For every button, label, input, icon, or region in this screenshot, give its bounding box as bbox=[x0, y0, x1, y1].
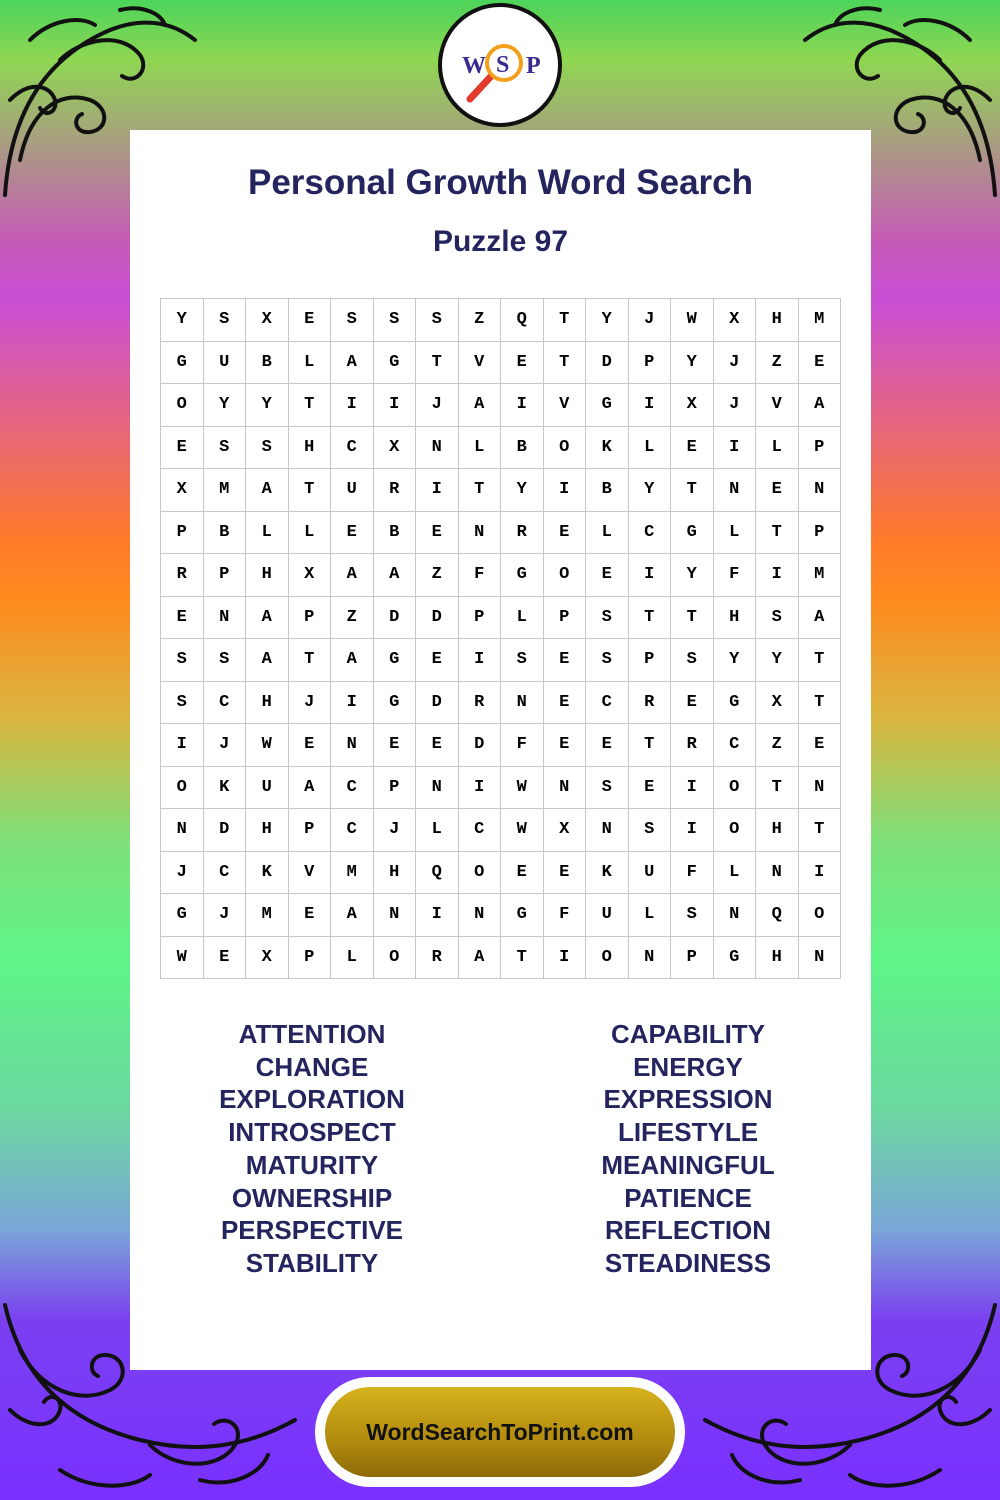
grid-cell[interactable]: P bbox=[629, 639, 672, 682]
grid-cell[interactable]: G bbox=[374, 342, 417, 385]
grid-cell[interactable]: Z bbox=[331, 597, 374, 640]
grid-cell[interactable]: O bbox=[544, 554, 587, 597]
grid-cell[interactable]: P bbox=[289, 809, 332, 852]
grid-cell[interactable]: N bbox=[544, 767, 587, 810]
grid-cell[interactable]: E bbox=[586, 724, 629, 767]
grid-cell[interactable]: C bbox=[459, 809, 502, 852]
grid-cell[interactable]: A bbox=[331, 894, 374, 937]
grid-cell[interactable]: I bbox=[161, 724, 204, 767]
grid-cell[interactable]: O bbox=[459, 852, 502, 895]
grid-cell[interactable]: B bbox=[501, 427, 544, 470]
grid-cell[interactable]: N bbox=[714, 469, 757, 512]
grid-cell[interactable]: W bbox=[501, 767, 544, 810]
grid-cell[interactable]: D bbox=[416, 597, 459, 640]
letter-grid bbox=[160, 298, 841, 979]
grid-cell[interactable]: I bbox=[459, 639, 502, 682]
grid-cell[interactable]: C bbox=[331, 809, 374, 852]
grid-cell[interactable]: Z bbox=[756, 342, 799, 385]
grid-cell[interactable]: N bbox=[459, 894, 502, 937]
grid-cell[interactable]: N bbox=[799, 937, 842, 980]
grid-cell[interactable]: B bbox=[586, 469, 629, 512]
grid-cell[interactable]: N bbox=[756, 852, 799, 895]
grid-cell[interactable]: N bbox=[501, 682, 544, 725]
grid-cell[interactable]: T bbox=[799, 682, 842, 725]
grid-cell[interactable]: T bbox=[756, 767, 799, 810]
grid-cell[interactable]: U bbox=[204, 342, 247, 385]
grid-cell[interactable]: N bbox=[799, 469, 842, 512]
grid-cell[interactable]: S bbox=[374, 299, 417, 342]
grid-cell[interactable]: S bbox=[416, 299, 459, 342]
grid-cell[interactable]: J bbox=[374, 809, 417, 852]
grid-cell[interactable]: I bbox=[714, 427, 757, 470]
grid-cell[interactable]: L bbox=[246, 512, 289, 555]
grid-cell[interactable]: T bbox=[289, 639, 332, 682]
grid-cell[interactable]: I bbox=[459, 767, 502, 810]
grid-cell[interactable]: D bbox=[374, 597, 417, 640]
grid-cell[interactable]: J bbox=[629, 299, 672, 342]
grid-cell[interactable]: L bbox=[714, 852, 757, 895]
grid-cell[interactable]: E bbox=[756, 469, 799, 512]
grid-cell[interactable]: C bbox=[331, 427, 374, 470]
grid-cell[interactable]: E bbox=[331, 512, 374, 555]
grid-cell[interactable]: E bbox=[374, 724, 417, 767]
word-list-left bbox=[162, 1018, 462, 1280]
grid-cell[interactable]: B bbox=[374, 512, 417, 555]
grid-cell[interactable]: J bbox=[204, 724, 247, 767]
grid-cell[interactable]: W bbox=[246, 724, 289, 767]
grid-cell[interactable]: F bbox=[714, 554, 757, 597]
grid-cell[interactable]: Y bbox=[714, 639, 757, 682]
grid-cell[interactable]: A bbox=[374, 554, 417, 597]
word-list-item: PATIENCE bbox=[624, 1182, 752, 1213]
grid-cell[interactable]: S bbox=[161, 682, 204, 725]
grid-cell[interactable]: L bbox=[629, 894, 672, 937]
grid-cell[interactable]: I bbox=[374, 384, 417, 427]
grid-cell[interactable]: P bbox=[289, 597, 332, 640]
grid-cell[interactable]: U bbox=[331, 469, 374, 512]
grid-cell[interactable]: E bbox=[586, 554, 629, 597]
grid-cell[interactable]: C bbox=[204, 852, 247, 895]
grid-cell[interactable]: E bbox=[544, 682, 587, 725]
grid-cell[interactable]: P bbox=[459, 597, 502, 640]
grid-cell[interactable]: G bbox=[671, 512, 714, 555]
word-list-item: INTROSPECT bbox=[228, 1117, 396, 1148]
grid-cell[interactable]: E bbox=[289, 894, 332, 937]
grid-cell[interactable]: I bbox=[671, 809, 714, 852]
grid-cell[interactable]: K bbox=[204, 767, 247, 810]
word-list-item: MATURITY bbox=[245, 1149, 379, 1180]
grid-cell[interactable]: O bbox=[161, 384, 204, 427]
word-list-item: ENERGY bbox=[633, 1051, 743, 1082]
grid-cell[interactable]: A bbox=[246, 639, 289, 682]
grid-cell[interactable]: I bbox=[799, 852, 842, 895]
grid-cell[interactable]: N bbox=[331, 724, 374, 767]
grid-cell[interactable]: I bbox=[671, 767, 714, 810]
grid-cell[interactable]: Y bbox=[671, 342, 714, 385]
grid-cell[interactable]: N bbox=[374, 894, 417, 937]
grid-cell[interactable]: X bbox=[544, 809, 587, 852]
grid-cell[interactable]: H bbox=[756, 809, 799, 852]
grid-cell[interactable]: G bbox=[714, 937, 757, 980]
grid-cell[interactable]: F bbox=[459, 554, 502, 597]
grid-cell[interactable]: N bbox=[416, 427, 459, 470]
grid-cell[interactable]: F bbox=[671, 852, 714, 895]
grid-cell[interactable]: Y bbox=[756, 639, 799, 682]
grid-cell[interactable]: D bbox=[459, 724, 502, 767]
grid-cell[interactable]: T bbox=[671, 469, 714, 512]
grid-cell[interactable]: K bbox=[246, 852, 289, 895]
word-list-item: OWNERSHIP bbox=[231, 1182, 393, 1213]
grid-cell[interactable]: Y bbox=[246, 384, 289, 427]
grid-cell[interactable]: N bbox=[799, 767, 842, 810]
grid-cell[interactable]: V bbox=[544, 384, 587, 427]
grid-cell[interactable]: R bbox=[629, 682, 672, 725]
grid-cell[interactable]: G bbox=[161, 342, 204, 385]
grid-cell[interactable]: I bbox=[331, 682, 374, 725]
logo-letter-w: W bbox=[462, 53, 486, 79]
grid-cell[interactable]: G bbox=[586, 384, 629, 427]
grid-cell[interactable]: J bbox=[714, 384, 757, 427]
grid-cell[interactable]: T bbox=[501, 937, 544, 980]
grid-cell[interactable]: C bbox=[586, 682, 629, 725]
grid-cell[interactable]: I bbox=[501, 384, 544, 427]
grid-cell[interactable]: H bbox=[714, 597, 757, 640]
grid-cell[interactable]: T bbox=[459, 469, 502, 512]
grid-cell[interactable]: O bbox=[714, 767, 757, 810]
grid-cell[interactable]: E bbox=[161, 597, 204, 640]
grid-cell[interactable]: X bbox=[671, 384, 714, 427]
grid-cell[interactable]: Q bbox=[416, 852, 459, 895]
grid-cell[interactable]: O bbox=[374, 937, 417, 980]
grid-cell[interactable]: I bbox=[544, 469, 587, 512]
grid-cell[interactable]: P bbox=[161, 512, 204, 555]
logo-letter-s: S bbox=[496, 52, 510, 78]
grid-cell[interactable]: G bbox=[374, 682, 417, 725]
grid-cell[interactable]: D bbox=[204, 809, 247, 852]
puzzle-number: Puzzle 97 bbox=[432, 225, 569, 258]
grid-cell[interactable]: H bbox=[756, 299, 799, 342]
grid-cell[interactable]: V bbox=[289, 852, 332, 895]
grid-cell[interactable]: L bbox=[416, 809, 459, 852]
grid-cell[interactable]: E bbox=[629, 767, 672, 810]
grid-cell[interactable]: J bbox=[161, 852, 204, 895]
word-list-item: PERSPECTIVE bbox=[220, 1215, 404, 1246]
grid-cell[interactable]: L bbox=[756, 427, 799, 470]
grid-cell[interactable]: C bbox=[714, 724, 757, 767]
word-list-item: ATTENTION bbox=[238, 1019, 386, 1049]
grid-cell[interactable]: X bbox=[756, 682, 799, 725]
grid-cell[interactable]: I bbox=[416, 894, 459, 937]
grid-cell[interactable]: C bbox=[204, 682, 247, 725]
grid-cell[interactable]: X bbox=[246, 299, 289, 342]
grid-cell[interactable]: M bbox=[331, 852, 374, 895]
grid-cell[interactable]: S bbox=[629, 809, 672, 852]
grid-cell[interactable]: S bbox=[671, 639, 714, 682]
grid-cell[interactable]: A bbox=[799, 597, 842, 640]
word-list-item: CAPABILITY bbox=[610, 1019, 766, 1049]
grid-cell[interactable]: N bbox=[416, 767, 459, 810]
grid-cell[interactable]: S bbox=[671, 894, 714, 937]
grid-cell[interactable]: E bbox=[544, 639, 587, 682]
grid-cell[interactable]: N bbox=[204, 597, 247, 640]
grid-cell[interactable]: O bbox=[799, 894, 842, 937]
grid-cell[interactable]: D bbox=[416, 682, 459, 725]
grid-cell[interactable]: P bbox=[204, 554, 247, 597]
grid-cell[interactable]: Y bbox=[501, 469, 544, 512]
grid-cell[interactable]: C bbox=[331, 767, 374, 810]
grid-cell[interactable]: L bbox=[714, 512, 757, 555]
grid-cell[interactable]: I bbox=[629, 384, 672, 427]
grid-cell[interactable]: E bbox=[544, 512, 587, 555]
word-list-item: REFLECTION bbox=[604, 1215, 772, 1246]
grid-cell[interactable]: L bbox=[501, 597, 544, 640]
grid-cell[interactable]: X bbox=[161, 469, 204, 512]
word-list-item: STABILITY bbox=[245, 1247, 379, 1278]
word-list-item: STEADINESS bbox=[604, 1247, 772, 1278]
grid-cell[interactable]: X bbox=[374, 427, 417, 470]
grid-cell[interactable]: M bbox=[204, 469, 247, 512]
grid-cell[interactable]: R bbox=[501, 512, 544, 555]
grid-cell[interactable]: V bbox=[756, 384, 799, 427]
grid-cell[interactable]: A bbox=[459, 937, 502, 980]
grid-cell[interactable]: L bbox=[459, 427, 502, 470]
footer-badge bbox=[315, 1377, 685, 1487]
grid-cell[interactable]: S bbox=[586, 639, 629, 682]
grid-cell[interactable]: P bbox=[629, 342, 672, 385]
grid-cell[interactable]: R bbox=[671, 724, 714, 767]
grid-cell[interactable]: J bbox=[714, 342, 757, 385]
grid-cell[interactable]: U bbox=[586, 894, 629, 937]
grid-cell[interactable]: O bbox=[586, 937, 629, 980]
grid-cell[interactable]: J bbox=[289, 682, 332, 725]
grid-cell[interactable]: H bbox=[756, 937, 799, 980]
puzzle-title: Personal Growth Word Search bbox=[247, 163, 754, 202]
grid-cell[interactable]: N bbox=[714, 894, 757, 937]
grid-cell[interactable]: A bbox=[331, 342, 374, 385]
grid-cell[interactable]: L bbox=[586, 512, 629, 555]
word-list-item: LIFESTYLE bbox=[617, 1117, 759, 1148]
grid-cell[interactable]: Y bbox=[161, 299, 204, 342]
grid-cell[interactable]: Q bbox=[501, 299, 544, 342]
grid-cell[interactable]: K bbox=[586, 427, 629, 470]
grid-cell[interactable]: L bbox=[331, 937, 374, 980]
grid-cell[interactable]: H bbox=[289, 427, 332, 470]
grid-cell[interactable]: U bbox=[246, 767, 289, 810]
grid-cell[interactable]: E bbox=[671, 682, 714, 725]
grid-cell[interactable]: R bbox=[416, 937, 459, 980]
grid-cell[interactable]: B bbox=[246, 342, 289, 385]
grid-cell[interactable]: J bbox=[416, 384, 459, 427]
grid-cell[interactable]: O bbox=[544, 427, 587, 470]
grid-cell[interactable]: P bbox=[671, 937, 714, 980]
grid-cell[interactable]: Z bbox=[416, 554, 459, 597]
grid-cell[interactable]: S bbox=[204, 427, 247, 470]
grid-cell[interactable]: T bbox=[416, 342, 459, 385]
grid-cell[interactable]: V bbox=[459, 342, 502, 385]
grid-cell[interactable]: S bbox=[756, 597, 799, 640]
grid-cell[interactable]: K bbox=[586, 852, 629, 895]
grid-cell[interactable]: Y bbox=[586, 299, 629, 342]
grid-cell[interactable]: S bbox=[204, 299, 247, 342]
grid-cell[interactable]: H bbox=[246, 809, 289, 852]
grid-cell[interactable]: R bbox=[459, 682, 502, 725]
grid-cell[interactable]: U bbox=[629, 852, 672, 895]
grid-cell[interactable]: H bbox=[246, 682, 289, 725]
grid-cell[interactable]: E bbox=[799, 342, 842, 385]
word-list-item: CHANGE bbox=[255, 1051, 369, 1082]
grid-cell[interactable]: N bbox=[161, 809, 204, 852]
grid-cell[interactable]: Y bbox=[629, 469, 672, 512]
grid-cell[interactable]: M bbox=[246, 894, 289, 937]
grid-cell[interactable]: E bbox=[289, 299, 332, 342]
grid-cell[interactable]: T bbox=[544, 299, 587, 342]
grid-cell[interactable]: I bbox=[544, 937, 587, 980]
grid-cell[interactable]: P bbox=[289, 937, 332, 980]
grid-cell[interactable]: L bbox=[629, 427, 672, 470]
grid-cell[interactable]: S bbox=[586, 597, 629, 640]
wsp-logo bbox=[438, 3, 562, 127]
grid-cell[interactable]: W bbox=[161, 937, 204, 980]
grid-cell[interactable]: T bbox=[289, 469, 332, 512]
grid-cell[interactable]: S bbox=[246, 427, 289, 470]
grid-cell[interactable]: T bbox=[544, 342, 587, 385]
grid-cell[interactable]: J bbox=[204, 894, 247, 937]
logo-letter-p: P bbox=[526, 53, 541, 79]
grid-cell[interactable]: T bbox=[629, 724, 672, 767]
grid-cell[interactable]: P bbox=[544, 597, 587, 640]
grid-cell[interactable]: O bbox=[161, 767, 204, 810]
grid-cell[interactable]: H bbox=[374, 852, 417, 895]
word-list-item: EXPLORATION bbox=[219, 1084, 405, 1115]
grid-cell[interactable]: M bbox=[799, 299, 842, 342]
grid-cell[interactable]: X bbox=[714, 299, 757, 342]
grid-cell[interactable]: H bbox=[246, 554, 289, 597]
grid-cell[interactable]: Z bbox=[756, 724, 799, 767]
grid-cell[interactable]: R bbox=[374, 469, 417, 512]
grid-cell[interactable]: F bbox=[501, 724, 544, 767]
word-list-item: MEANINGFUL bbox=[601, 1149, 775, 1180]
grid-cell[interactable]: E bbox=[161, 427, 204, 470]
grid-cell[interactable]: W bbox=[501, 809, 544, 852]
grid-cell[interactable]: F bbox=[544, 894, 587, 937]
grid-cell[interactable]: P bbox=[799, 427, 842, 470]
grid-cell[interactable]: X bbox=[246, 937, 289, 980]
grid-cell[interactable]: E bbox=[204, 937, 247, 980]
grid-cell[interactable]: R bbox=[161, 554, 204, 597]
puzzle-card bbox=[130, 130, 871, 1370]
grid-cell[interactable]: Y bbox=[671, 554, 714, 597]
grid-cell[interactable]: C bbox=[629, 512, 672, 555]
grid-cell[interactable]: S bbox=[204, 639, 247, 682]
grid-cell[interactable]: G bbox=[161, 894, 204, 937]
grid-cell[interactable]: I bbox=[416, 469, 459, 512]
grid-cell[interactable]: X bbox=[289, 554, 332, 597]
grid-cell[interactable]: G bbox=[501, 894, 544, 937]
grid-cell[interactable]: T bbox=[629, 597, 672, 640]
grid-cell[interactable]: B bbox=[204, 512, 247, 555]
grid-cell[interactable]: E bbox=[799, 724, 842, 767]
grid-cell[interactable]: W bbox=[671, 299, 714, 342]
grid-cell[interactable]: S bbox=[161, 639, 204, 682]
grid-cell[interactable]: A bbox=[289, 767, 332, 810]
grid-cell[interactable]: N bbox=[586, 809, 629, 852]
grid-cell[interactable]: E bbox=[416, 639, 459, 682]
grid-cell[interactable]: E bbox=[416, 512, 459, 555]
site-link[interactable]: WordSearchToPrint.com bbox=[325, 1387, 675, 1477]
grid-cell[interactable]: T bbox=[799, 639, 842, 682]
grid-cell[interactable]: A bbox=[459, 384, 502, 427]
grid-cell[interactable]: M bbox=[799, 554, 842, 597]
grid-cell[interactable]: G bbox=[501, 554, 544, 597]
word-list-right bbox=[538, 1018, 838, 1280]
grid-cell[interactable]: S bbox=[501, 639, 544, 682]
grid-cell[interactable]: A bbox=[246, 469, 289, 512]
grid-cell[interactable]: E bbox=[501, 852, 544, 895]
grid-cell[interactable]: T bbox=[799, 809, 842, 852]
grid-cell[interactable]: E bbox=[544, 724, 587, 767]
grid-cell[interactable]: I bbox=[331, 384, 374, 427]
grid-cell[interactable]: P bbox=[799, 512, 842, 555]
grid-cell[interactable]: N bbox=[459, 512, 502, 555]
grid-cell[interactable]: E bbox=[416, 724, 459, 767]
grid-cell[interactable]: S bbox=[586, 767, 629, 810]
grid-cell[interactable]: Y bbox=[204, 384, 247, 427]
grid-cell[interactable]: E bbox=[671, 427, 714, 470]
grid-cell[interactable]: O bbox=[714, 809, 757, 852]
grid-cell[interactable]: P bbox=[374, 767, 417, 810]
grid-cell[interactable]: L bbox=[289, 342, 332, 385]
grid-cell[interactable]: E bbox=[289, 724, 332, 767]
grid-cell[interactable]: T bbox=[289, 384, 332, 427]
grid-cell[interactable]: Z bbox=[459, 299, 502, 342]
grid-cell[interactable]: Q bbox=[756, 894, 799, 937]
grid-cell[interactable]: L bbox=[289, 512, 332, 555]
grid-cell[interactable]: A bbox=[331, 639, 374, 682]
grid-cell[interactable]: E bbox=[544, 852, 587, 895]
grid-cell[interactable]: T bbox=[671, 597, 714, 640]
grid-cell[interactable]: A bbox=[246, 597, 289, 640]
grid-cell[interactable]: S bbox=[331, 299, 374, 342]
grid-cell[interactable]: A bbox=[331, 554, 374, 597]
grid-cell[interactable]: I bbox=[756, 554, 799, 597]
grid-cell[interactable]: G bbox=[714, 682, 757, 725]
word-list-item: EXPRESSION bbox=[603, 1084, 773, 1115]
grid-cell[interactable]: G bbox=[374, 639, 417, 682]
grid-cell[interactable]: A bbox=[799, 384, 842, 427]
grid-cell[interactable]: E bbox=[501, 342, 544, 385]
grid-cell[interactable]: N bbox=[629, 937, 672, 980]
grid-cell[interactable]: T bbox=[756, 512, 799, 555]
grid-cell[interactable]: D bbox=[586, 342, 629, 385]
grid-cell[interactable]: I bbox=[629, 554, 672, 597]
